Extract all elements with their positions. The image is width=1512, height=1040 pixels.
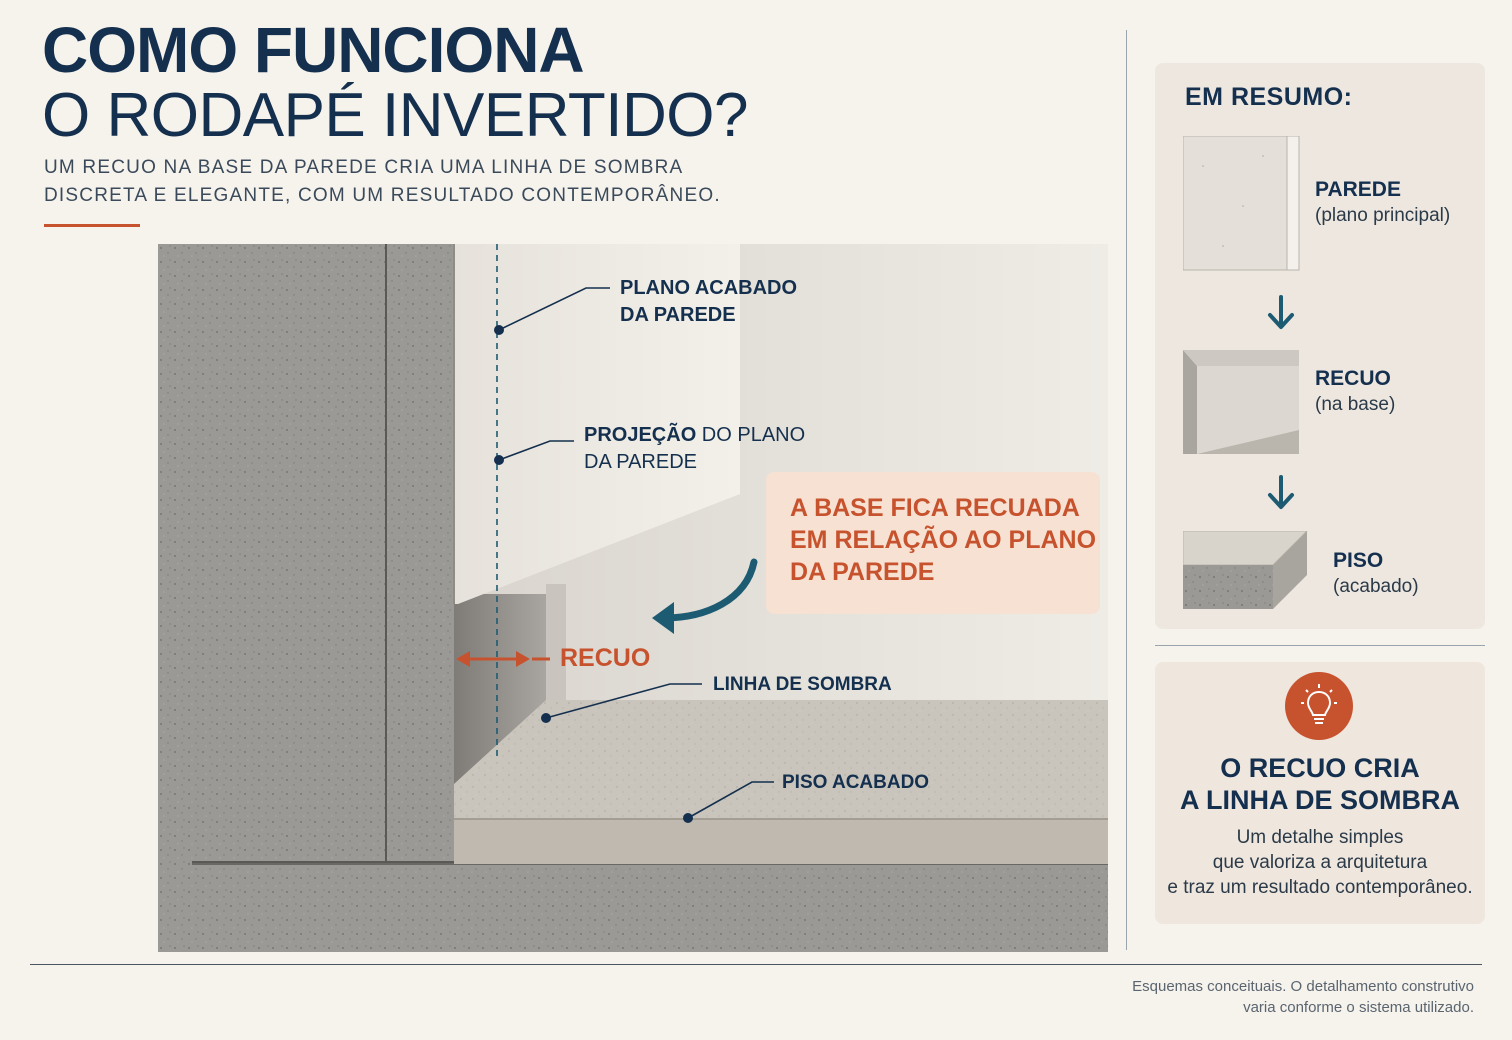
page-subtitle [44, 154, 744, 210]
summary-title: EM RESUMO: [1185, 83, 1353, 111]
marker-projecao [494, 455, 504, 465]
tip-text-line3: e traz um resultado contemporâneo. [1167, 877, 1473, 898]
recess-swatch [1183, 350, 1301, 456]
floor-swatch [1183, 531, 1319, 611]
tip-panel [1155, 662, 1485, 924]
label-piso-acabado: PISO ACABADO [782, 772, 930, 793]
label-projecao [584, 422, 805, 476]
finished-floor-top [454, 700, 1108, 819]
recuo-label: RECUO [560, 644, 651, 672]
tip-text-line1: Um detalhe simples [1236, 827, 1404, 848]
finished-floor-edge [454, 819, 1108, 864]
tip-text [1155, 825, 1485, 900]
label-plano-line2: DA PAREDE [620, 304, 736, 326]
arrow-down-icon-2 [1265, 475, 1297, 513]
tip-title [1155, 752, 1485, 816]
callout-text [790, 492, 1096, 588]
subtitle-line2: DISCRETA E ELEGANTE, COM UM RESULTADO CONTEMPORÂNEO. [44, 185, 721, 206]
step-piso [1333, 548, 1419, 600]
callout-line3: DA PAREDE [790, 558, 935, 586]
page-title-line2: O RODAPÉ INVERTIDO? [42, 81, 748, 150]
concrete-slab [192, 864, 1108, 952]
panel-separator [1155, 645, 1485, 646]
lightbulb-icon [1285, 672, 1353, 740]
vertical-divider [1126, 30, 1127, 950]
step-recuo [1315, 366, 1395, 418]
subtitle-line1: UM RECUO NA BASE DA PAREDE CRIA UMA LINHA DE SOMBRA [44, 157, 684, 178]
callout-line1: A BASE FICA RECUADA [790, 494, 1080, 522]
step-parede [1315, 177, 1450, 229]
label-projecao-rest: DO PLANO [696, 424, 806, 446]
step-parede-desc: (plano principal) [1315, 205, 1451, 226]
tip-title-line2: A LINHA DE SOMBRA [1180, 785, 1460, 815]
step-piso-desc: (acabado) [1333, 576, 1419, 597]
summary-panel [1155, 63, 1485, 629]
marker-plano [494, 325, 504, 335]
wall-swatch [1183, 136, 1301, 272]
step-piso-name: PISO [1333, 549, 1384, 572]
callout-line2: EM RELAÇÃO AO PLANO [790, 526, 1097, 554]
step-recuo-name: RECUO [1315, 367, 1391, 390]
tip-title-line1: O RECUO CRIA [1220, 753, 1420, 783]
page-title: COMO FUNCIONA [42, 14, 584, 86]
marker-piso [683, 813, 693, 823]
label-plano-line1: PLANO ACABADO [620, 277, 798, 299]
footnote-line2: varia conforme o sistema utilizado. [1243, 999, 1474, 1016]
label-projecao-line2: DA PAREDE [584, 451, 697, 473]
step-parede-name: PAREDE [1315, 178, 1401, 201]
footer-divider [30, 964, 1482, 965]
footnote [1132, 976, 1474, 1018]
footnote-line1: Esquemas conceituais. O detalhamento construtivo [1132, 978, 1474, 995]
marker-sombra [541, 713, 551, 723]
label-linha-sombra: LINHA DE SOMBRA [713, 674, 892, 695]
arrow-down-icon [1265, 295, 1297, 333]
step-recuo-desc: (na base) [1315, 394, 1396, 415]
callout-box [766, 472, 1100, 614]
label-plano-acabado [620, 275, 797, 329]
label-projecao-bold: PROJEÇÃO [584, 424, 697, 446]
concrete-structure [158, 244, 454, 952]
tip-text-line2: que valoriza a arquitetura [1212, 852, 1428, 873]
title-accent-line [44, 224, 140, 227]
